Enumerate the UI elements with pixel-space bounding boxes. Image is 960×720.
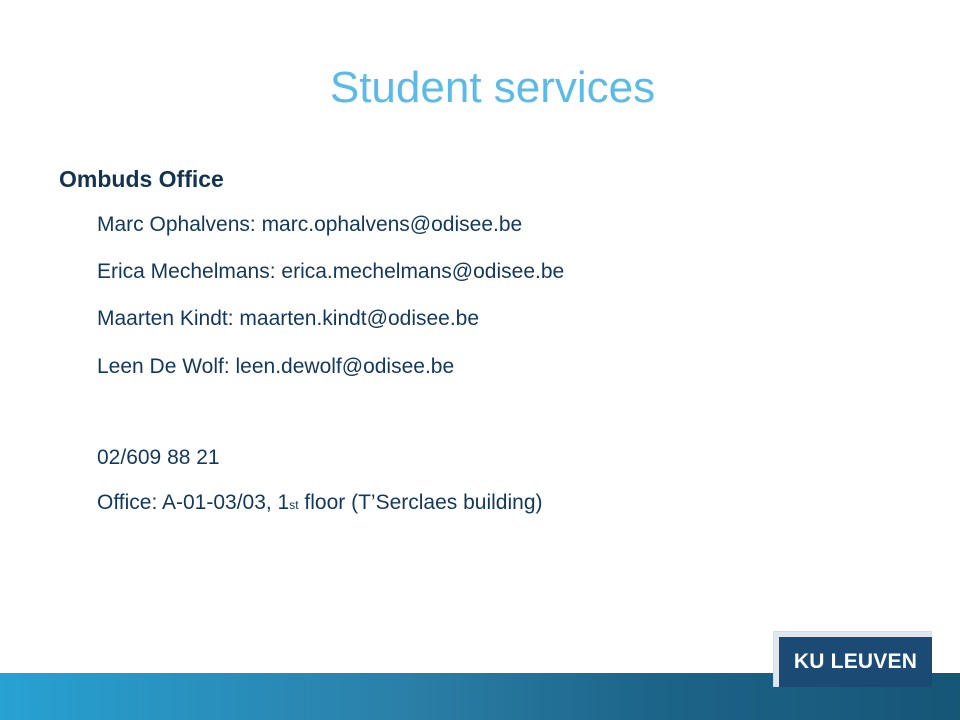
contact-line-erica: Erica Mechelmans: erica.mechelmans@odisee.be xyxy=(97,260,565,283)
office-location-superscript: st xyxy=(289,498,299,512)
phone-number: 02/609 88 21 xyxy=(97,446,220,469)
section-heading: Ombuds Office xyxy=(59,166,224,192)
office-location-prefix: Office: A-01-03/03, 1 xyxy=(97,491,290,514)
contact-line-leen: Leen De Wolf: leen.dewolf@odisee.be xyxy=(97,355,455,378)
ku-leuven-logo: KU LEUVEN xyxy=(779,637,932,687)
office-location xyxy=(97,489,543,517)
office-location-suffix: floor (T’Serclaes building) xyxy=(298,491,543,514)
slide-title: Student services xyxy=(329,63,656,112)
contact-line-maarten: Maarten Kindt: maarten.kindt@odisee.be xyxy=(97,307,480,330)
contact-line-marc: Marc Ophalvens: marc.ophalvens@odisee.be xyxy=(97,213,523,236)
